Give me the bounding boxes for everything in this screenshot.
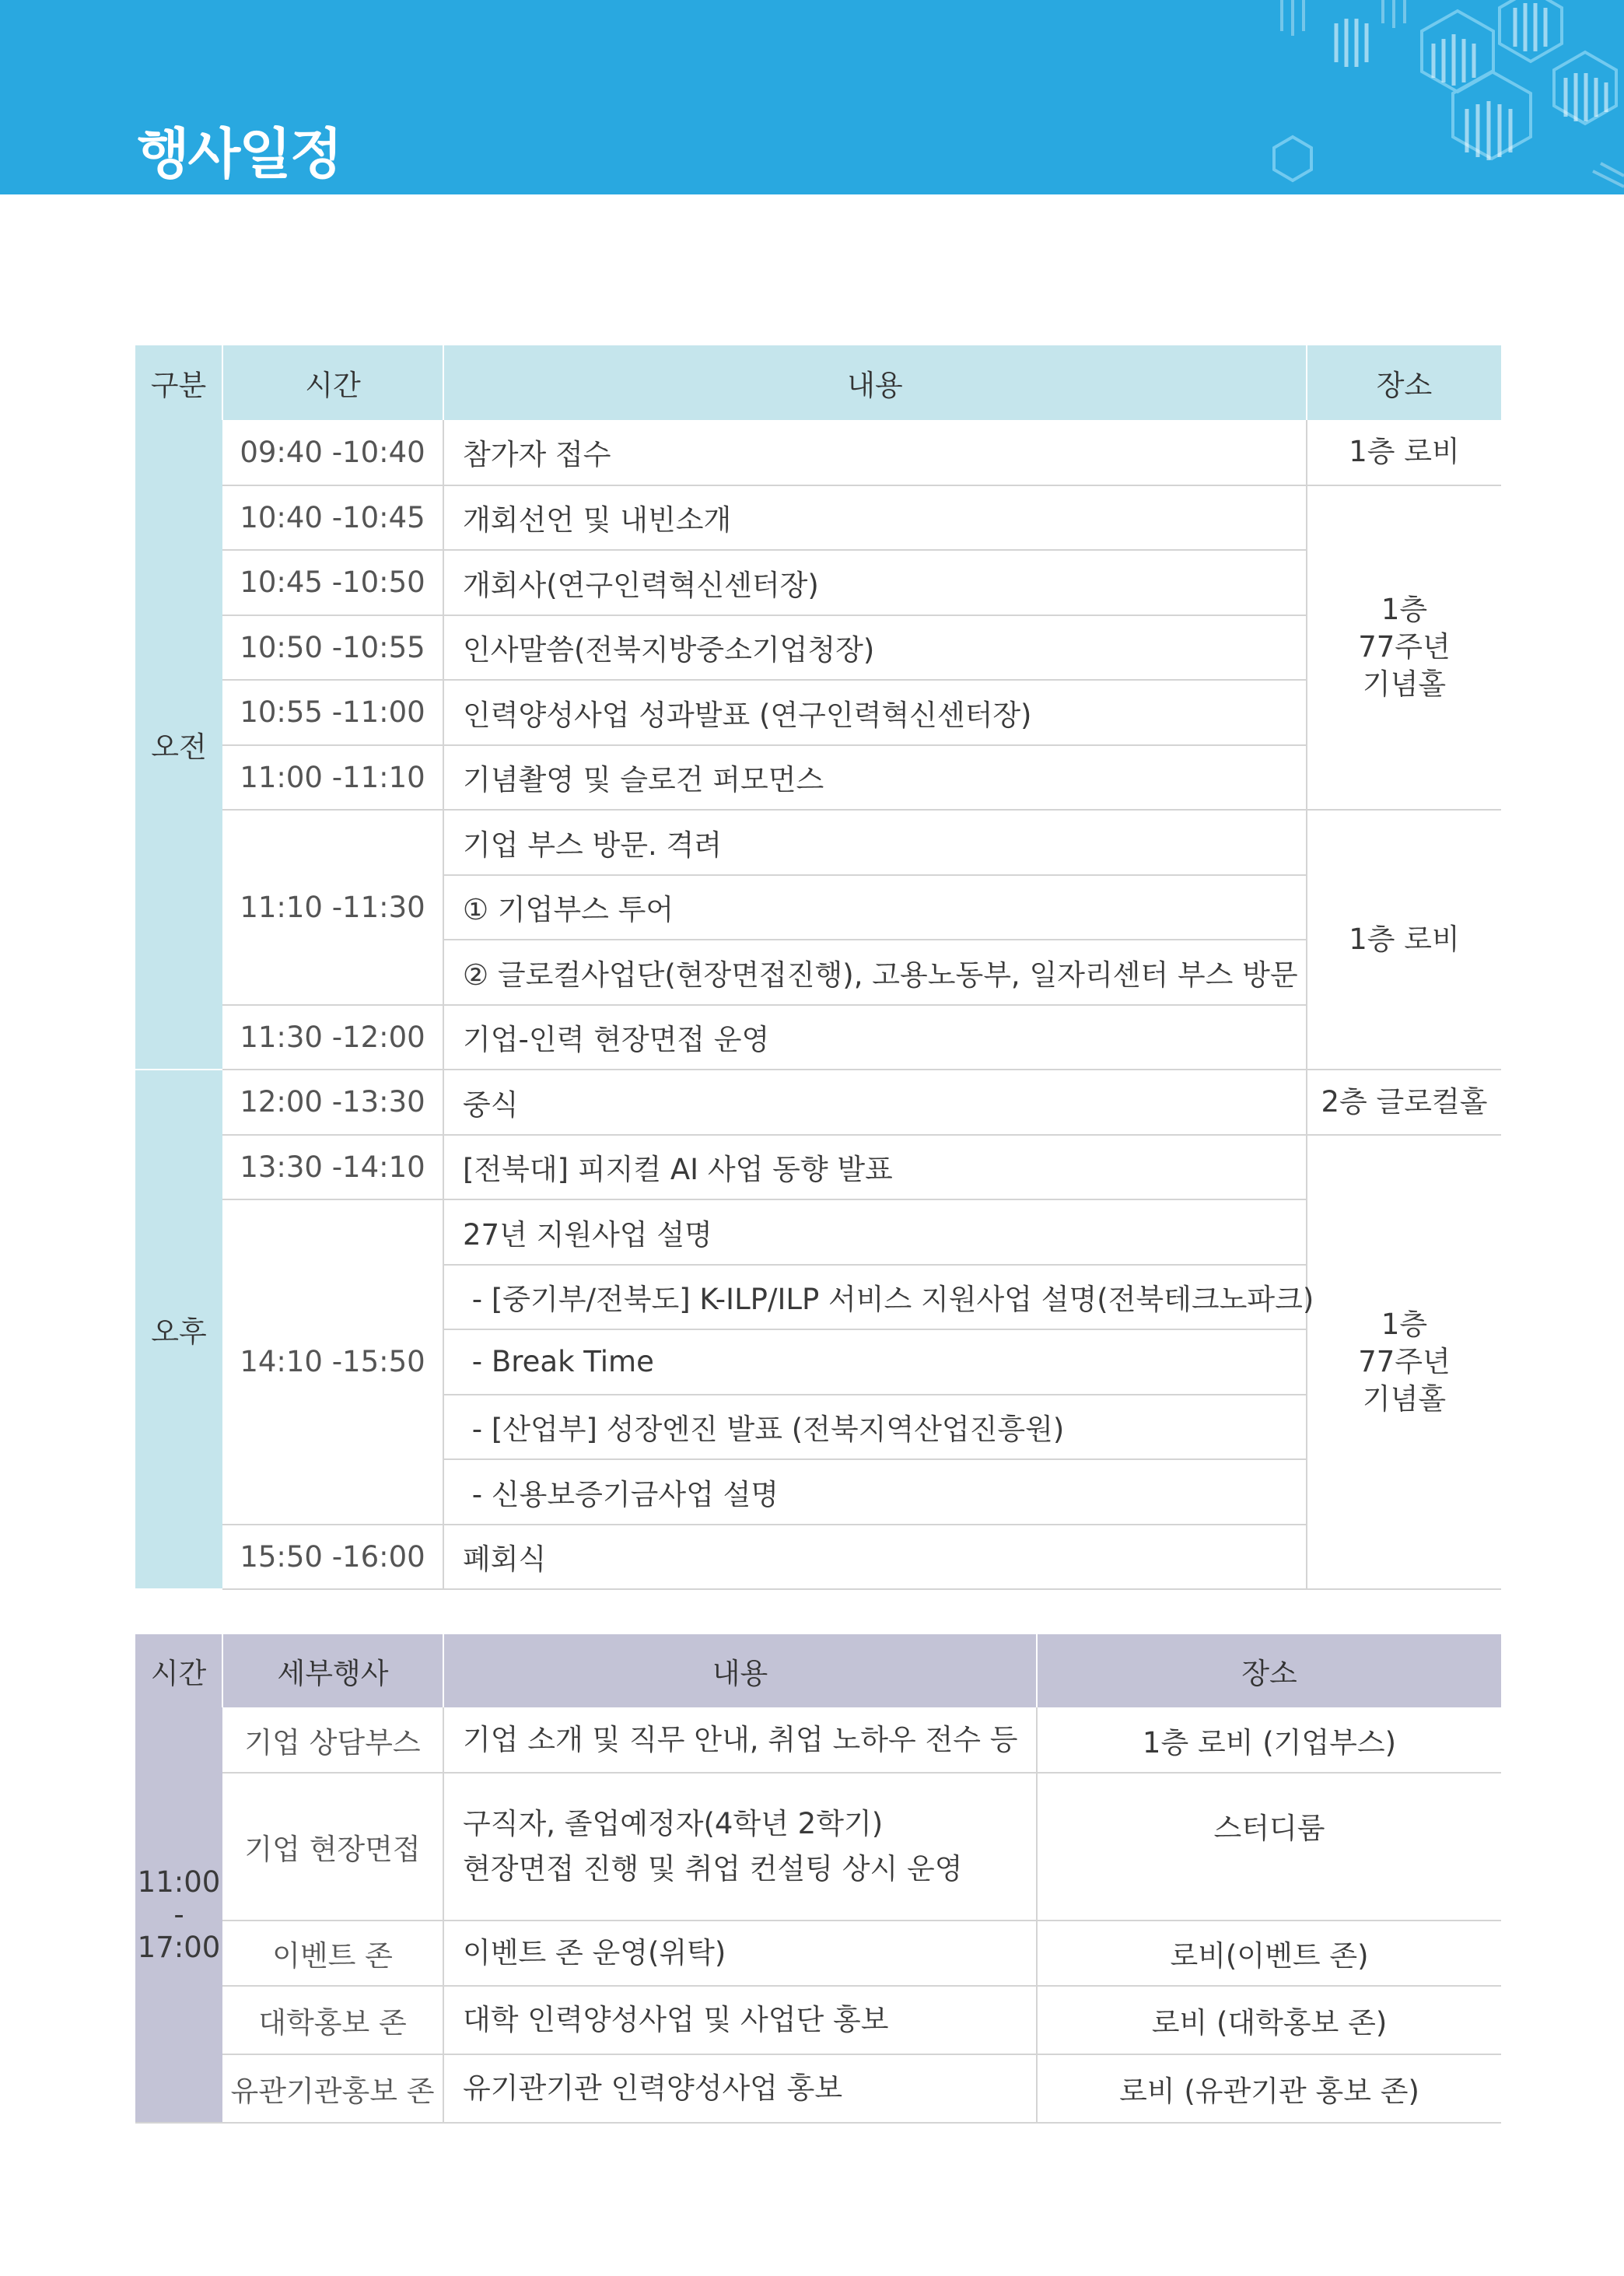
time-cell: 14:10 -15:50 xyxy=(222,1199,443,1525)
place-line: 기념홀 xyxy=(1362,1381,1447,1416)
table-row xyxy=(135,2054,1501,2123)
place-line: 1층 xyxy=(1381,1307,1428,1341)
content-cell: 27년 지원사업 설명 xyxy=(443,1199,1307,1265)
side-time-range xyxy=(135,1707,222,2123)
header-place: 장소 xyxy=(1037,1634,1501,1707)
time-cell: 12:00 -13:30 xyxy=(222,1070,443,1135)
table-row xyxy=(135,810,1501,875)
table-row xyxy=(135,1773,1501,1921)
table-row xyxy=(135,420,1501,485)
content-cell: 인사말씀(전북지방중소기업청장) xyxy=(443,615,1307,681)
content-cell: 기업-인력 현장면접 운영 xyxy=(443,1005,1307,1070)
page-header xyxy=(0,0,1624,194)
event-cell: 기업 상담부스 xyxy=(222,1707,443,1773)
side-events-table xyxy=(135,1634,1501,2124)
content-cell: 기념촬영 및 슬로건 퍼모먼스 xyxy=(443,745,1307,811)
place-cell: 1층 로비 xyxy=(1307,420,1501,485)
time-cell: 10:50 -10:55 xyxy=(222,615,443,681)
table-row xyxy=(135,485,1501,551)
table-row xyxy=(135,550,1501,615)
time-cell: 10:45 -10:50 xyxy=(222,550,443,615)
time-cell: 15:50 -16:00 xyxy=(222,1525,443,1590)
content-cell: [전북대] 피지컬 AI 사업 동향 발표 xyxy=(443,1135,1307,1200)
content-cell: - 신용보증기금사업 설명 xyxy=(443,1459,1307,1525)
time-cell: 11:10 -11:30 xyxy=(222,810,443,1005)
place-cell-merged xyxy=(1307,485,1501,811)
event-cell: 유관기관홍보 존 xyxy=(222,2054,443,2123)
content-cell xyxy=(443,1773,1037,1921)
table-row xyxy=(135,1707,1501,1773)
side-header-row xyxy=(135,1634,1501,1707)
place-cell: 로비 (유관기관 홍보 존) xyxy=(1037,2054,1501,2123)
table-row xyxy=(135,1005,1501,1070)
period-morning: 오전 xyxy=(135,420,222,1070)
place-line: 77주년 xyxy=(1358,1344,1451,1378)
content-cell: 참가자 접수 xyxy=(443,420,1307,485)
content-cell: 중식 xyxy=(443,1070,1307,1135)
header-content: 내용 xyxy=(443,1634,1037,1707)
place-cell-merged: 1층 로비 xyxy=(1307,810,1501,1070)
header-category: 구분 xyxy=(135,345,222,420)
time-cell: 10:55 -11:00 xyxy=(222,680,443,745)
period-afternoon: 오후 xyxy=(135,1070,222,1589)
header-time: 시간 xyxy=(135,1634,222,1707)
event-cell: 대학홍보 존 xyxy=(222,1986,443,2054)
table-row xyxy=(135,745,1501,811)
time-cell: 11:30 -12:00 xyxy=(222,1005,443,1070)
content-line: 현장면접 진행 및 취업 컨설팅 상시 운영 xyxy=(463,1852,963,1886)
time-cell: 09:40 -10:40 xyxy=(222,420,443,485)
content-cell: 개회사(연구인력혁신센터장) xyxy=(443,550,1307,615)
place-cell: 로비(이벤트 존) xyxy=(1037,1921,1501,1986)
place-line: 77주년 xyxy=(1358,630,1451,664)
hexagon-pattern-icon xyxy=(1220,0,1624,194)
table-row xyxy=(135,1525,1501,1590)
table-row xyxy=(135,1199,1501,1265)
event-cell: 이벤트 존 xyxy=(222,1921,443,1986)
schedule-table xyxy=(135,345,1501,1590)
content-cell: 인력양성사업 성과발표 (연구인력혁신센터장) xyxy=(443,680,1307,745)
content-cell: 이벤트 존 운영(위탁) xyxy=(443,1921,1037,1986)
place-cell: 1층 로비 (기업부스) xyxy=(1037,1707,1501,1773)
table-row xyxy=(135,1070,1501,1135)
content-cell: 유기관기관 인력양성사업 홍보 xyxy=(443,2054,1037,2123)
content-line: 구직자, 졸업예정자(4학년 2학기) xyxy=(463,1807,884,1840)
event-cell: 기업 현장면접 xyxy=(222,1773,443,1921)
header-time: 시간 xyxy=(222,345,443,420)
time-cell: 11:00 -11:10 xyxy=(222,745,443,811)
time-sep: - xyxy=(173,1897,184,1931)
place-cell-merged xyxy=(1307,1135,1501,1590)
place-line: 기념홀 xyxy=(1362,667,1447,702)
content-cell: 개회선언 및 내빈소개 xyxy=(443,485,1307,551)
schedule-header-row xyxy=(135,345,1501,420)
page-title: 행사일정 xyxy=(137,122,341,186)
time-cell: 13:30 -14:10 xyxy=(222,1135,443,1200)
time-cell: 10:40 -10:45 xyxy=(222,485,443,551)
content-cell: 기업 부스 방문. 격려 xyxy=(443,810,1307,875)
content-cell: - [산업부] 성장엔진 발표 (전북지역산업진흥원) xyxy=(443,1395,1307,1460)
time-end: 17:00 xyxy=(137,1930,221,1964)
header-content: 내용 xyxy=(443,345,1307,420)
content-cell: ① 기업부스 투어 xyxy=(443,875,1307,940)
place-cell: 2층 글로컬홀 xyxy=(1307,1070,1501,1135)
place-cell: 스터디룸 xyxy=(1037,1773,1501,1921)
table-row xyxy=(135,615,1501,681)
content-cell: ② 글로컬사업단(현장면접진행), 고용노동부, 일자리센터 부스 방문 xyxy=(443,940,1307,1005)
content-cell: 기업 소개 및 직무 안내, 취업 노하우 전수 등 xyxy=(443,1707,1037,1773)
table-row xyxy=(135,680,1501,745)
table-row xyxy=(135,1135,1501,1200)
content-cell: - [중기부/전북도] K-ILP/ILP 서비스 지원사업 설명(전북테크노파크) xyxy=(443,1265,1307,1330)
content-cell: 대학 인력양성사업 및 사업단 홍보 xyxy=(443,1986,1037,2054)
header-place: 장소 xyxy=(1307,345,1501,420)
place-cell: 로비 (대학홍보 존) xyxy=(1037,1986,1501,2054)
place-line: 1층 xyxy=(1381,593,1428,627)
table-row xyxy=(135,1986,1501,2054)
time-start: 11:00 xyxy=(137,1865,221,1899)
header-event: 세부행사 xyxy=(222,1634,443,1707)
content-cell: - Break Time xyxy=(443,1329,1307,1395)
table-row xyxy=(135,1921,1501,1986)
content-cell: 폐회식 xyxy=(443,1525,1307,1590)
